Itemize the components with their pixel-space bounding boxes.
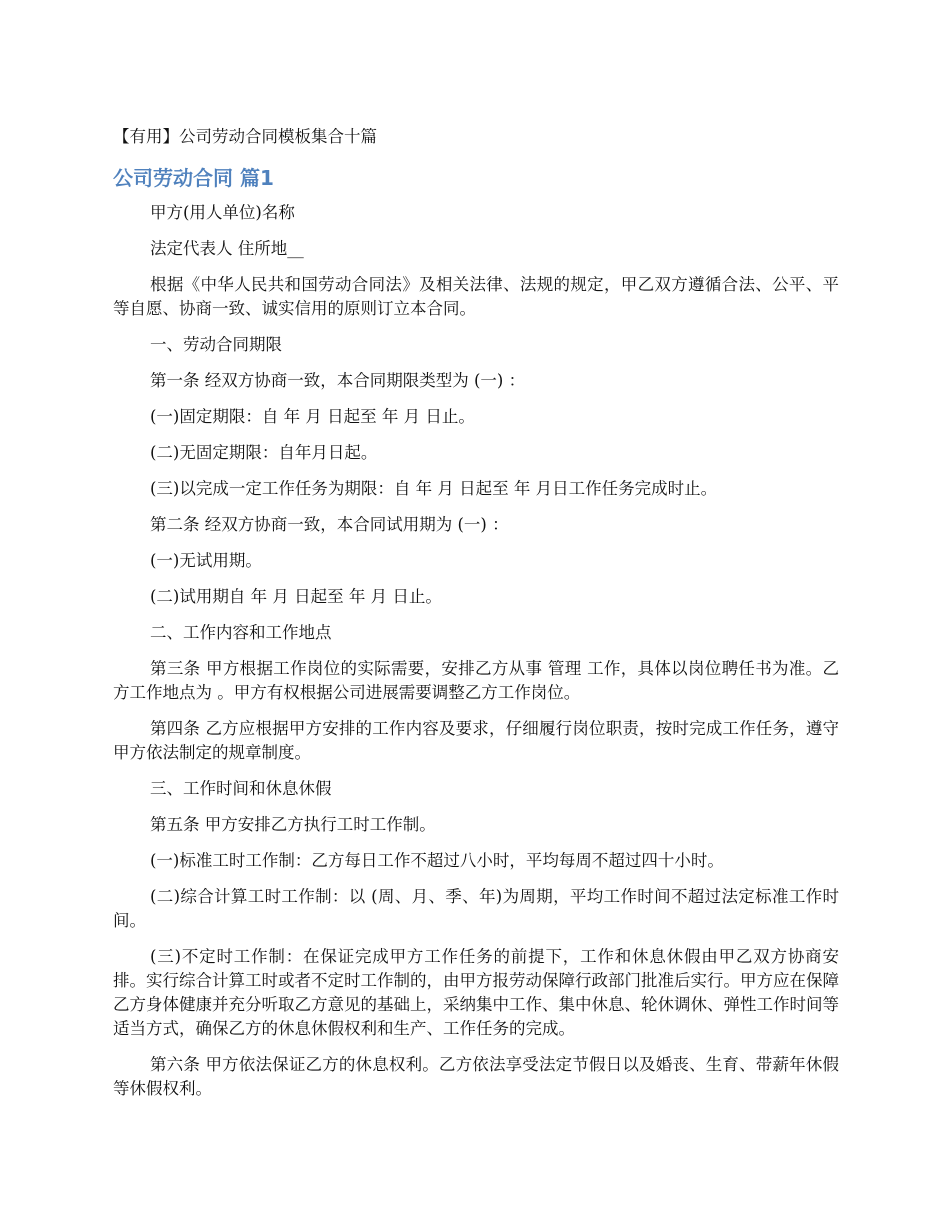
paragraph: 根据《中华人民共和国劳动合同法》及相关法律、法规的规定，甲乙双方遵循合法、公平、平等自愿、协商一致、诚实信用的原则订立本合同。 <box>113 275 839 318</box>
paragraph: (三)不定时工作制：在保证完成甲方工作任务的前提下，工作和休息休假由甲乙双方协商安排。实行综合计算工时或者不定时工作制的，由甲方报劳动保障行政部门批准后实行。甲方应在保障乙方身体健康并充分听取乙方意见的基础上，采纳集中工作、集中休息、轮休调休、弹性工作时间等适当方式，确保乙方的休息休假权利和生产、工作任务的完成。 <box>113 947 839 1038</box>
clause-heading: 一、劳动合同期限 <box>150 335 282 354</box>
paragraph: (三)以完成一定工作任务为期限：自 年 月 日起至 年 月日工作任务完成时止。 <box>150 479 718 498</box>
document-title: 【有用】公司劳动合同模板集合十篇 <box>113 127 377 146</box>
paragraph: (一)标准工时工作制：乙方每日工作不超过八小时，平均每周不超过四十小时。 <box>150 851 724 870</box>
paragraph: 第四条 乙方应根据甲方安排的工作内容及要求，仔细履行岗位职责，按时完成工作任务，遵守甲方依法制定的规章制度。 <box>113 719 839 762</box>
paragraph: 甲方(用人单位)名称 <box>150 203 295 222</box>
clause-heading: 三、工作时间和休息休假 <box>150 779 332 798</box>
paragraph: (一)无试用期。 <box>150 551 262 570</box>
paragraph: 第六条 甲方依法保证乙方的休息权利。乙方依法享受法定节假日以及婚丧、生育、带薪年休假等休假权利。 <box>113 1055 839 1098</box>
paragraph: (二)无固定期限：自年月日起。 <box>150 443 378 462</box>
paragraph: 第二条 经双方协商一致，本合同试用期为 (一) ： <box>150 515 509 534</box>
paragraph: 第五条 甲方安排乙方执行工时工作制。 <box>150 815 436 834</box>
paragraph: 第三条 甲方根据工作岗位的实际需要，安排乙方从事 管理 工作，具体以岗位聘任书为准。乙方工作地点为 。甲方有权根据公司进展需要调整乙方工作岗位。 <box>113 659 839 702</box>
section-heading: 公司劳动合同 篇1 <box>113 166 274 190</box>
paragraph: 法定代表人 住所地__ <box>150 239 304 258</box>
paragraph: (二)综合计算工时工作制：以 (周、月、季、年)为周期，平均工作时间不超过法定标准工作时间。 <box>113 887 839 930</box>
paragraph: 第一条 经双方协商一致，本合同期限类型为 (一) ： <box>150 371 526 390</box>
document-body <box>113 201 839 1113</box>
paragraph: (一)固定期限：自 年 月 日起至 年 月 日止。 <box>150 407 475 426</box>
clause-heading: 二、工作内容和工作地点 <box>150 623 332 642</box>
paragraph: (二)试用期自 年 月 日起至 年 月 日止。 <box>150 587 442 606</box>
